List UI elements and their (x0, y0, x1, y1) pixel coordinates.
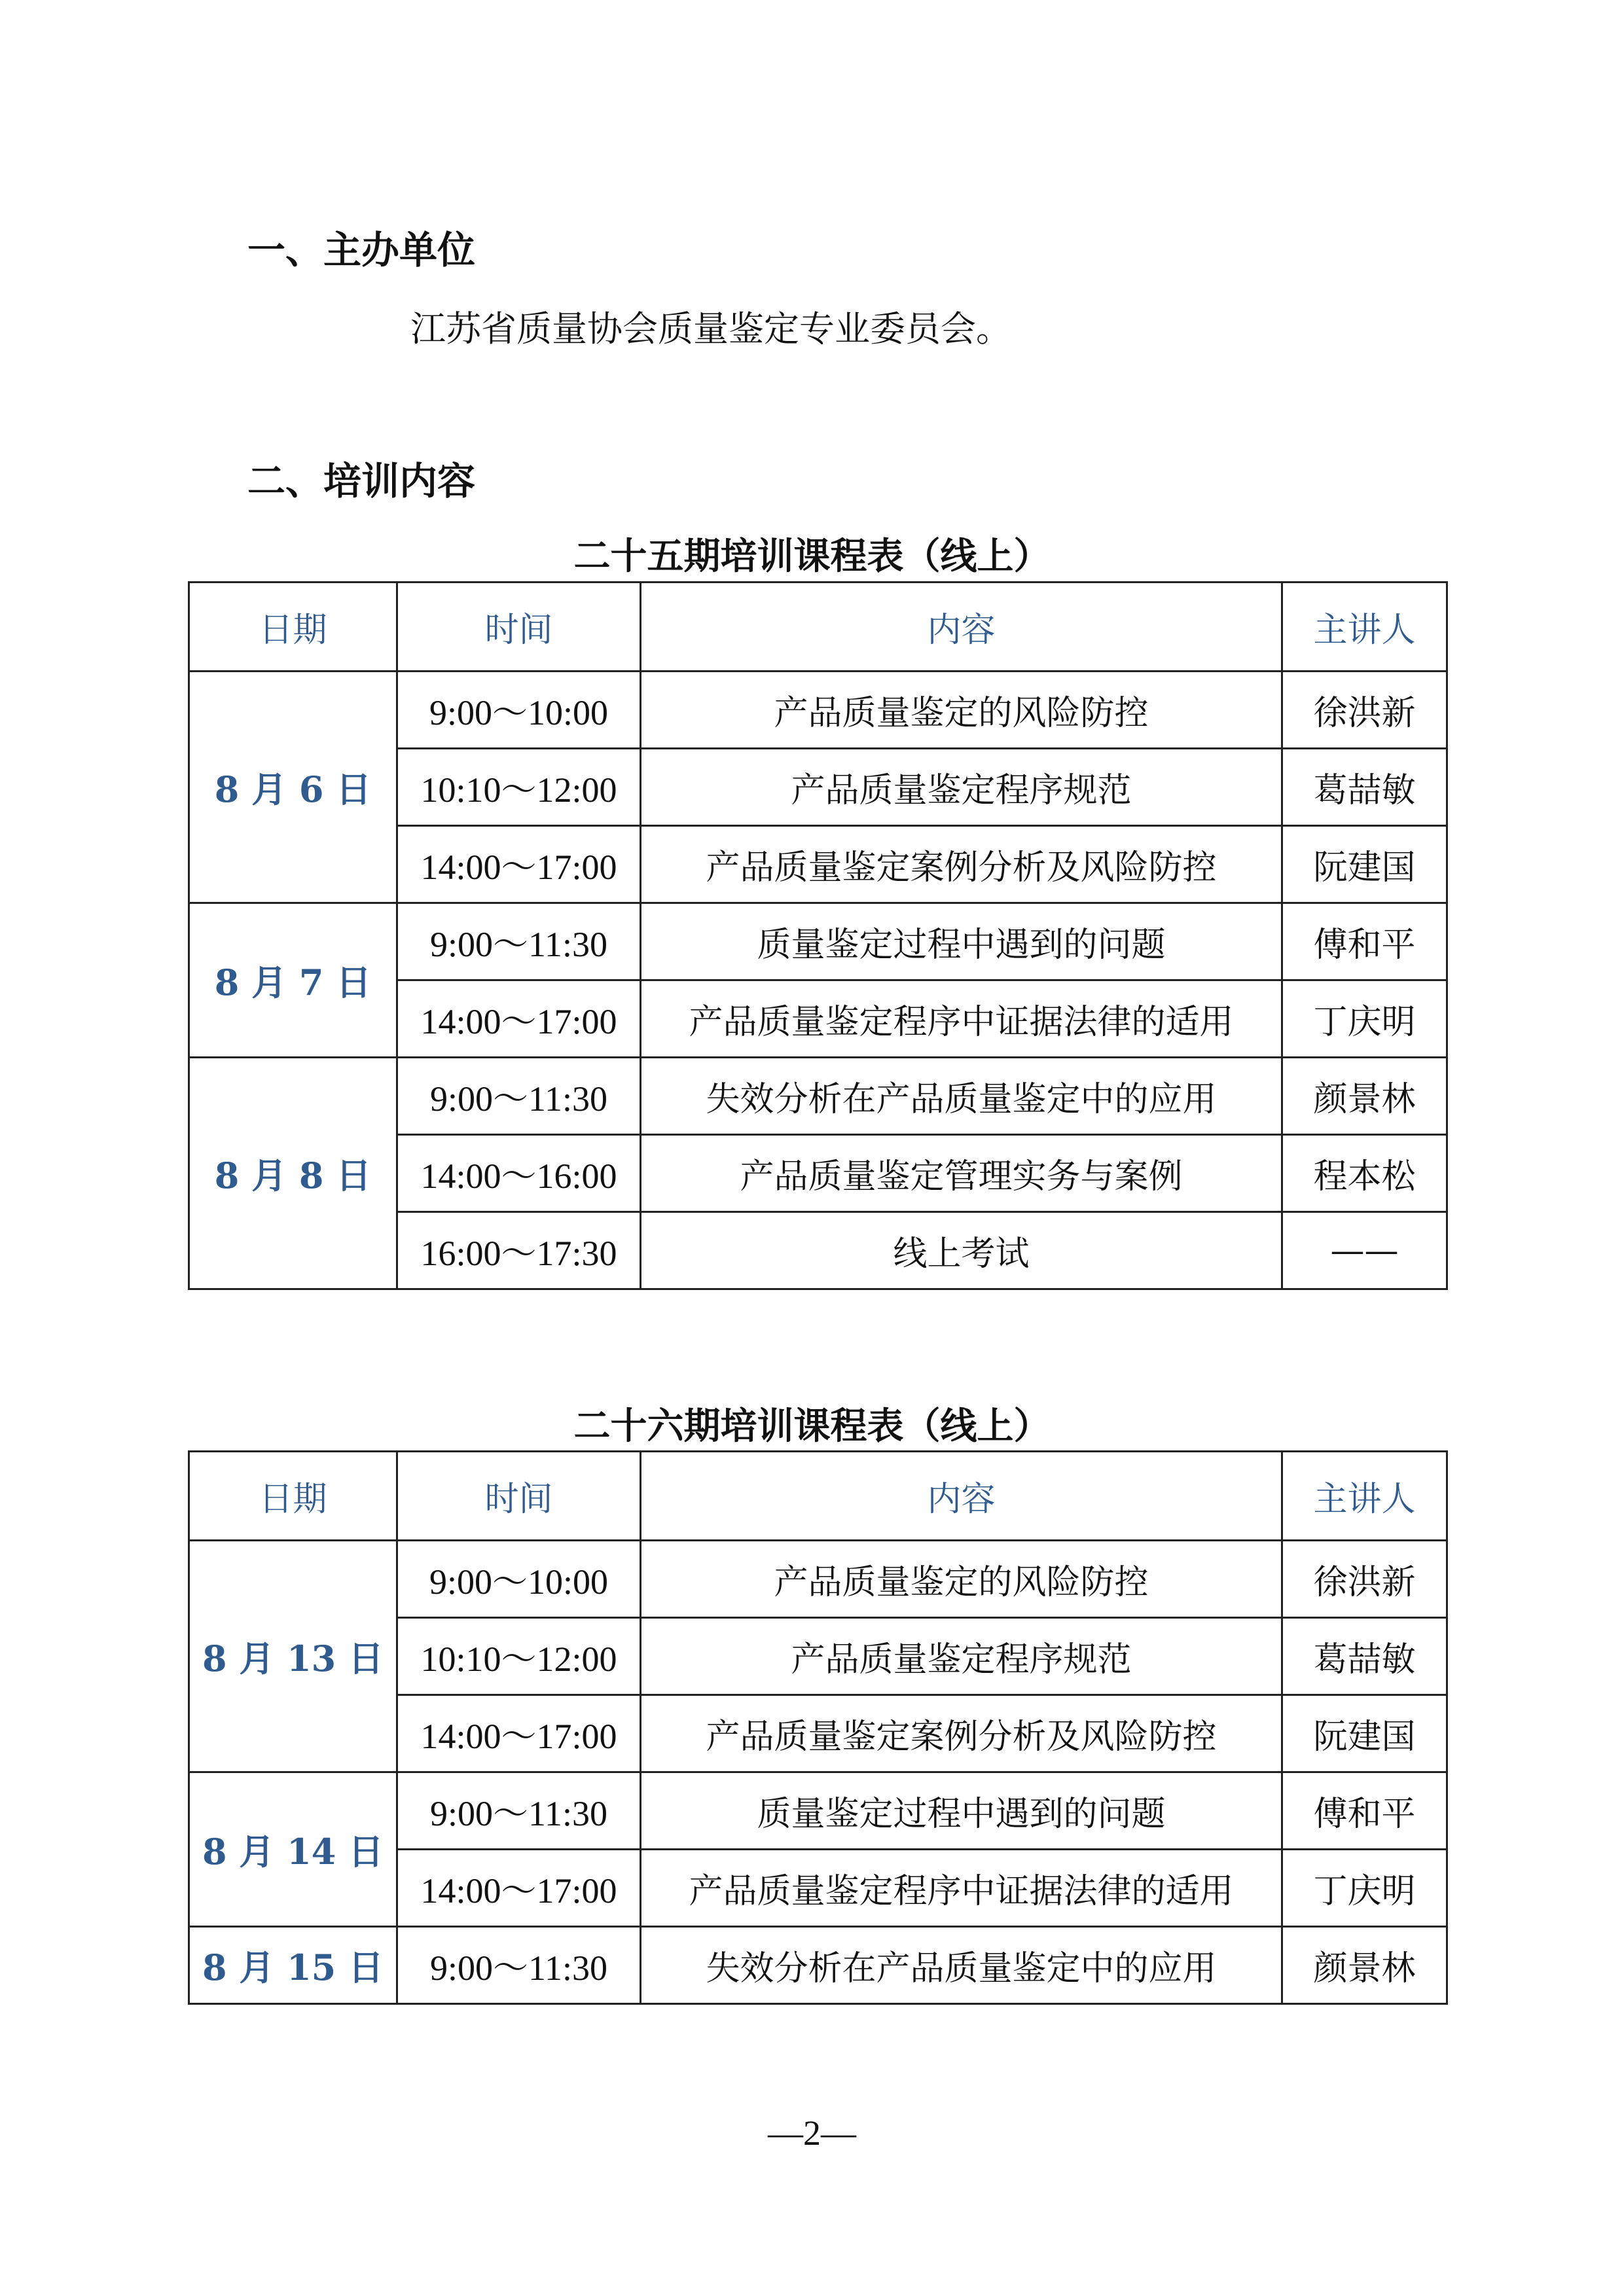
speaker-cell: —— (1282, 1212, 1447, 1289)
date-cell: 8 月 15 日 (189, 1927, 397, 2004)
date-cell: 8 月 13 日 (189, 1541, 397, 1772)
header-time: 时间 (397, 1452, 641, 1541)
speaker-cell: 徐洪新 (1282, 672, 1447, 749)
content-cell: 质量鉴定过程中遇到的问题 (641, 903, 1282, 980)
speaker-cell: 傅和平 (1282, 903, 1447, 980)
content-cell: 产品质量鉴定案例分析及风险防控 (641, 1695, 1282, 1772)
header-time: 时间 (397, 583, 641, 672)
time-cell: 14:00～16:00 (397, 1135, 641, 1212)
section-heading-organizer: 一、主办单位 (247, 228, 476, 272)
content-cell: 产品质量鉴定程序中证据法律的适用 (641, 1850, 1282, 1927)
content-cell: 质量鉴定过程中遇到的问题 (641, 1772, 1282, 1850)
content-cell: 产品质量鉴定程序规范 (641, 749, 1282, 826)
content-cell: 线上考试 (641, 1212, 1282, 1289)
schedule-table-25 (188, 581, 1448, 1290)
table-row (189, 1772, 1447, 1850)
speaker-cell: 葛喆敏 (1282, 749, 1447, 826)
header-content: 内容 (641, 1452, 1282, 1541)
content-cell: 产品质量鉴定管理实务与案例 (641, 1135, 1282, 1212)
table-row (189, 1541, 1447, 1618)
schedule-table-26 (188, 1450, 1448, 2005)
table-header-row (189, 583, 1447, 672)
time-cell: 14:00～17:00 (397, 826, 641, 903)
time-cell: 9:00～11:30 (397, 903, 641, 980)
speaker-cell: 程本松 (1282, 1135, 1447, 1212)
time-cell: 9:00～11:30 (397, 1772, 641, 1850)
table-row (189, 903, 1447, 980)
section-heading-training-content: 二、培训内容 (247, 459, 476, 503)
schedule-title-26: 二十六期培训课程表（线上） (573, 1405, 1051, 1448)
speaker-cell: 颜景林 (1282, 1927, 1447, 2004)
speaker-cell: 葛喆敏 (1282, 1618, 1447, 1695)
content-cell: 产品质量鉴定的风险防控 (641, 672, 1282, 749)
header-speaker: 主讲人 (1282, 1452, 1447, 1541)
header-content: 内容 (641, 583, 1282, 672)
time-cell: 10:10～12:00 (397, 749, 641, 826)
time-cell: 14:00～17:00 (397, 1695, 641, 1772)
header-speaker: 主讲人 (1282, 583, 1447, 672)
speaker-cell: 丁庆明 (1282, 980, 1447, 1058)
speaker-cell: 颜景林 (1282, 1058, 1447, 1135)
time-cell: 9:00～10:00 (397, 672, 641, 749)
table-header-row (189, 1452, 1447, 1541)
speaker-cell: 傅和平 (1282, 1772, 1447, 1850)
organizer-text: 江苏省质量协会质量鉴定专业委员会。 (410, 308, 1011, 350)
table-row (189, 1058, 1447, 1135)
speaker-cell: 阮建国 (1282, 1695, 1447, 1772)
speaker-cell: 阮建国 (1282, 826, 1447, 903)
time-cell: 10:10～12:00 (397, 1618, 641, 1695)
date-cell: 8 月 6 日 (189, 672, 397, 903)
time-cell: 9:00～11:30 (397, 1927, 641, 2004)
date-cell: 8 月 7 日 (189, 903, 397, 1058)
time-cell: 14:00～17:00 (397, 1850, 641, 1927)
table-row (189, 1927, 1447, 2004)
header-date: 日期 (189, 1452, 397, 1541)
content-cell: 产品质量鉴定程序中证据法律的适用 (641, 980, 1282, 1058)
content-cell: 失效分析在产品质量鉴定中的应用 (641, 1927, 1282, 2004)
header-date: 日期 (189, 583, 397, 672)
table-row (189, 672, 1447, 749)
time-cell: 16:00～17:30 (397, 1212, 641, 1289)
time-cell: 9:00～11:30 (397, 1058, 641, 1135)
content-cell: 失效分析在产品质量鉴定中的应用 (641, 1058, 1282, 1135)
speaker-cell: 丁庆明 (1282, 1850, 1447, 1927)
date-cell: 8 月 8 日 (189, 1058, 397, 1289)
time-cell: 14:00～17:00 (397, 980, 641, 1058)
time-cell: 9:00～10:00 (397, 1541, 641, 1618)
content-cell: 产品质量鉴定案例分析及风险防控 (641, 826, 1282, 903)
speaker-cell: 徐洪新 (1282, 1541, 1447, 1618)
content-cell: 产品质量鉴定程序规范 (641, 1618, 1282, 1695)
page-number: —2— (768, 2113, 856, 2153)
date-cell: 8 月 14 日 (189, 1772, 397, 1927)
content-cell: 产品质量鉴定的风险防控 (641, 1541, 1282, 1618)
schedule-title-25: 二十五期培训课程表（线上） (573, 535, 1051, 578)
